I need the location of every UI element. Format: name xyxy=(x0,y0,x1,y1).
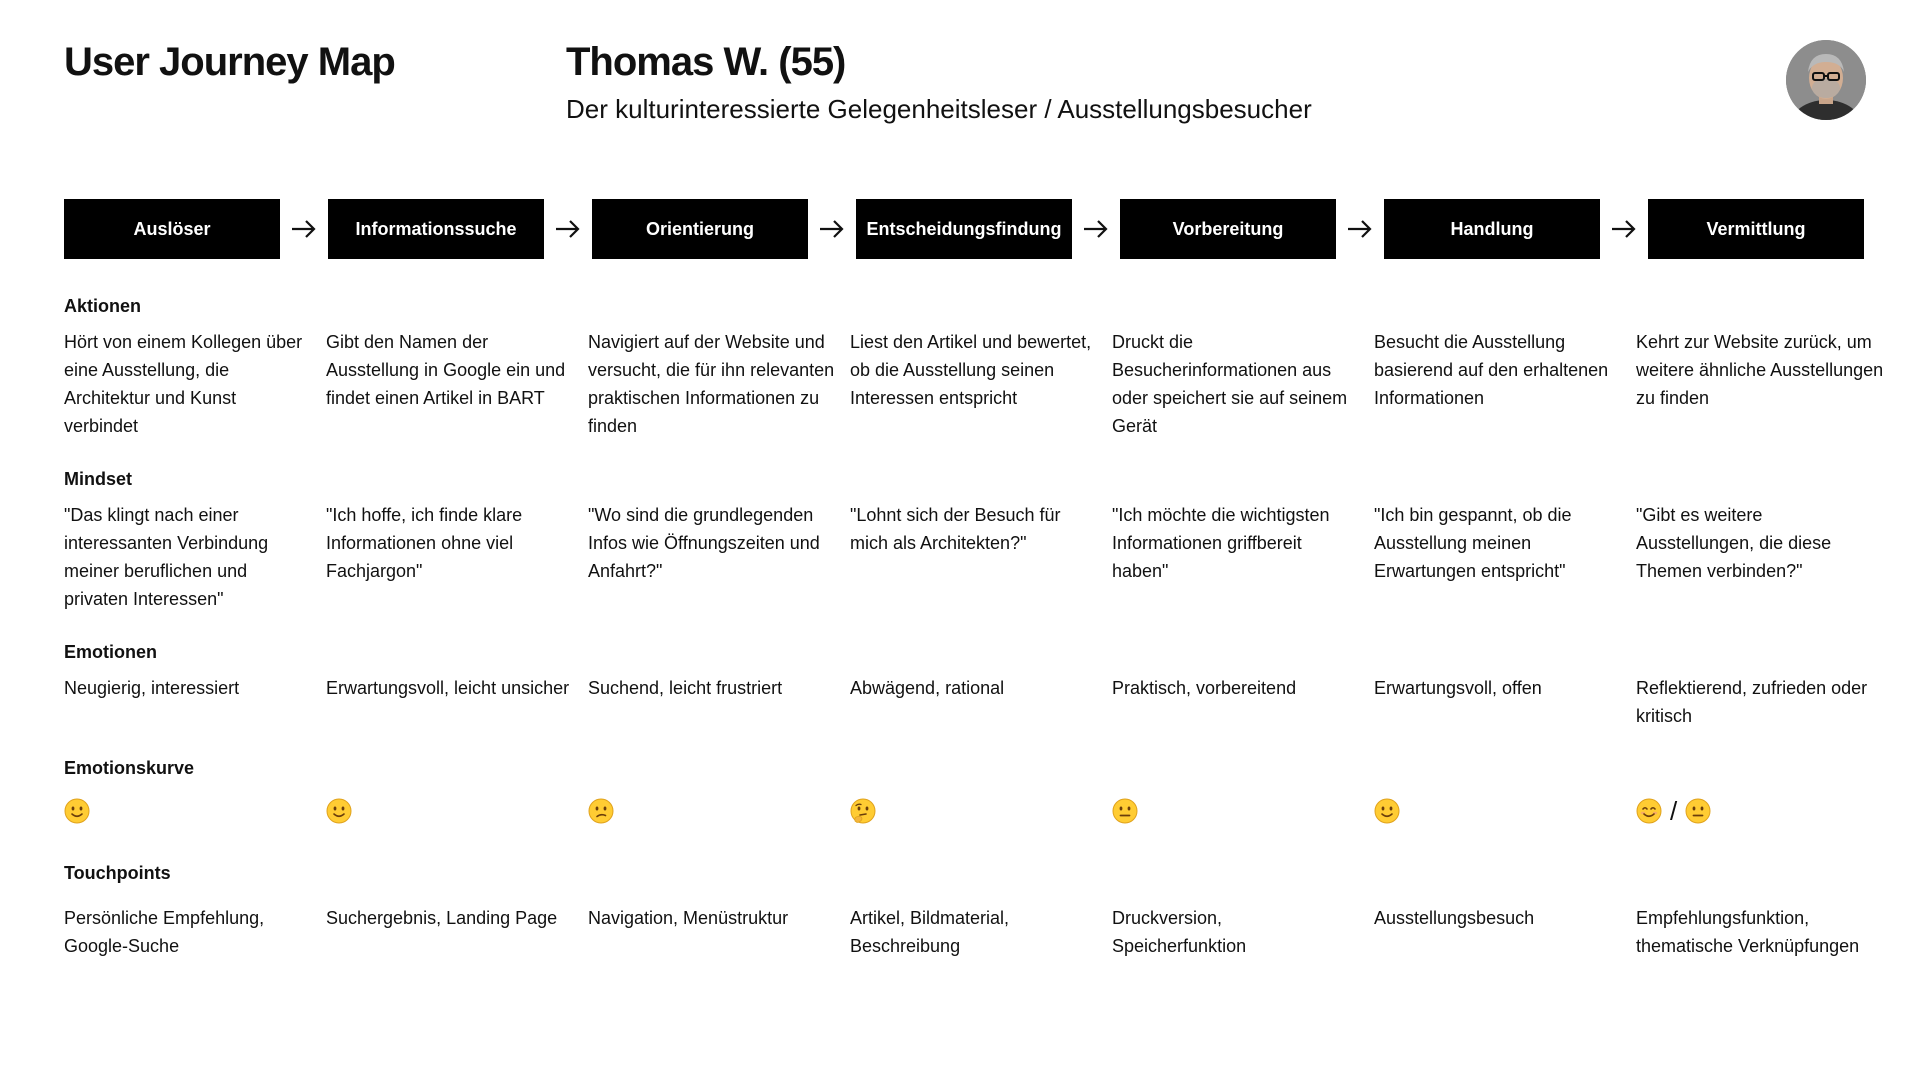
aktion-cell: Gibt den Namen der Ausstellung in Google ein und findet einen Artikel in BART xyxy=(326,332,566,408)
touchpoint-cell: Empfehlungsfunktion, thematische Verknüpfungen xyxy=(1636,908,1860,956)
mindset-cell: "Lohnt sich der Besuch für mich als Architekten?" xyxy=(850,505,1061,553)
arrow-right-icon xyxy=(808,199,856,259)
persona-description: Der kulturinteressierte Gelegenheitsleser / Ausstellungsbesucher xyxy=(566,94,1312,124)
section-label-emotionen: Emotionen xyxy=(64,642,157,662)
persona-name: Thomas W. (55) xyxy=(566,40,846,84)
avatar xyxy=(1786,40,1866,120)
emotion-cell: Erwartungsvoll, leicht unsicher xyxy=(326,678,570,698)
emoji-cell xyxy=(1112,797,1374,825)
phase-row xyxy=(64,199,1864,259)
emoji-separator: / xyxy=(1670,795,1678,826)
emotion-cell: Erwartungsvoll, offen xyxy=(1374,678,1542,698)
phase-entscheidungsfindung: Entscheidungsfindung xyxy=(856,199,1072,259)
arrow-right-icon xyxy=(1072,199,1120,259)
mindset-cell: "Ich bin gespannt, ob die Ausstellung meinen Erwartungen entspricht" xyxy=(1374,505,1572,581)
arrow-right-icon xyxy=(280,199,328,259)
touchpoint-cell: Artikel, Bildmaterial, Beschreibung xyxy=(850,908,1010,956)
slight-smile-face-icon xyxy=(326,798,352,824)
mindset-cell: "Gibt es weitere Ausstellungen, die diese Themen verbinden?" xyxy=(1636,505,1832,581)
emotion-cell: Abwägend, rational xyxy=(850,678,1005,698)
section-label-emotionskurve: Emotionskurve xyxy=(64,758,195,778)
emoji-cell xyxy=(326,797,588,825)
aktion-cell: Kehrt zur Website zurück, um weitere ähnliche Ausstellungen zu finden xyxy=(1636,332,1884,408)
emoji-cell xyxy=(1374,797,1636,825)
touchpoint-cell: Persönliche Empfehlung, Google-Suche xyxy=(64,908,265,956)
emoji-cell xyxy=(588,797,850,825)
row-emotionen xyxy=(64,674,1898,730)
phase-orientierung: Orientierung xyxy=(592,199,808,259)
mindset-cell: "Ich möchte die wichtigsten Informationen griffbereit haben" xyxy=(1112,505,1330,581)
touchpoint-cell: Suchergebnis, Landing Page xyxy=(326,908,558,928)
row-emotionskurve xyxy=(64,797,1898,825)
section-label-touchpoints: Touchpoints xyxy=(64,863,171,883)
aktion-cell: Hört von einem Kollegen über eine Ausstellung, die Architektur und Kunst verbindet xyxy=(64,332,303,436)
touchpoint-cell: Druckversion, Speicherfunktion xyxy=(1112,908,1247,956)
phase-ausloeser: Auslöser xyxy=(64,199,280,259)
touchpoint-cell: Navigation, Menüstruktur xyxy=(588,908,789,928)
emotion-cell: Suchend, leicht frustriert xyxy=(588,678,783,698)
neutral-face-icon xyxy=(1112,798,1138,824)
persona-photo xyxy=(1786,40,1866,120)
aktion-cell: Druckt die Besucherinformationen aus oder speichert sie auf seinem Gerät xyxy=(1112,332,1348,436)
mindset-cell: "Wo sind die grundlegenden Infos wie Öffnungszeiten und Anfahrt?" xyxy=(588,505,820,581)
row-mindset xyxy=(64,501,1898,613)
emoji-cell xyxy=(64,797,326,825)
neutral-face-icon xyxy=(1685,798,1711,824)
slight-smile-face-icon xyxy=(1374,798,1400,824)
emoji-cell xyxy=(850,797,1112,825)
page-title: User Journey Map xyxy=(64,40,395,84)
arrow-right-icon xyxy=(544,199,592,259)
emotion-cell: Praktisch, vorbereitend xyxy=(1112,678,1297,698)
mindset-cell: "Das klingt nach einer interessanten Verbindung meiner beruflichen und privaten Interessen" xyxy=(64,505,269,609)
section-label-mindset: Mindset xyxy=(64,469,133,489)
emotion-cell: Neugierig, interessiert xyxy=(64,678,240,698)
aktion-cell: Liest den Artikel und bewertet, ob die Ausstellung seinen Interessen entspricht xyxy=(850,332,1092,408)
smiling-eyes-face-icon xyxy=(1636,798,1662,824)
aktion-cell: Besucht die Ausstellung basierend auf den erhaltenen Informationen xyxy=(1374,332,1609,408)
phase-vermittlung: Vermittlung xyxy=(1648,199,1864,259)
arrow-right-icon xyxy=(1600,199,1648,259)
phase-handlung: Handlung xyxy=(1384,199,1600,259)
mindset-cell: "Ich hoffe, ich finde klare Informationen ohne viel Fachjargon" xyxy=(326,505,523,581)
touchpoint-cell: Ausstellungsbesuch xyxy=(1374,908,1535,928)
row-aktionen xyxy=(64,328,1898,440)
phase-informationssuche: Informationssuche xyxy=(328,199,544,259)
thinking-face-icon xyxy=(850,798,876,824)
confused-face-icon xyxy=(588,798,614,824)
emotion-cell: Reflektierend, zufrieden oder kritisch xyxy=(1636,678,1868,726)
emoji-cell xyxy=(1636,797,1898,825)
row-touchpoints xyxy=(64,904,1898,960)
section-label-aktionen: Aktionen xyxy=(64,296,142,316)
slight-smile-face-icon xyxy=(64,798,90,824)
arrow-right-icon xyxy=(1336,199,1384,259)
aktion-cell: Navigiert auf der Website und versucht, die für ihn relevanten praktischen Informationen zu finden xyxy=(588,332,835,436)
phase-vorbereitung: Vorbereitung xyxy=(1120,199,1336,259)
